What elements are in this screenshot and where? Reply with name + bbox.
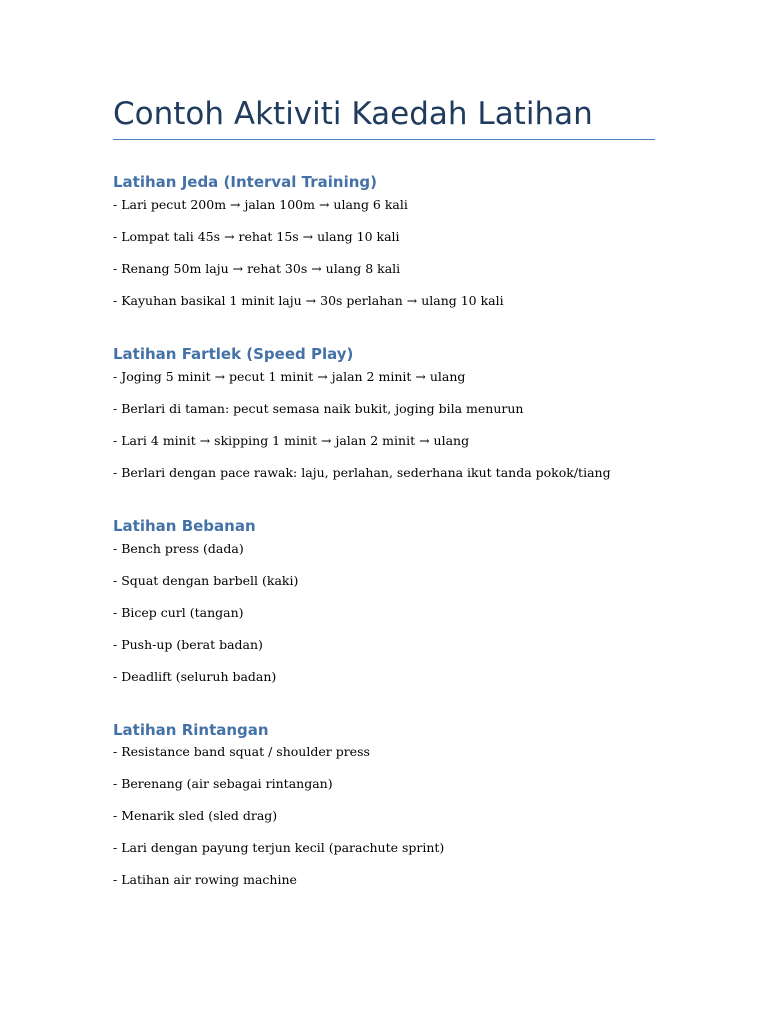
section-heading-interval: Latihan Jeda (Interval Training) (113, 173, 377, 191)
list-item: - Bench press (dada) (113, 541, 244, 556)
list-item: - Latihan air rowing machine (113, 872, 297, 887)
list-item: - Lari dengan payung terjun kecil (parachute sprint) (113, 840, 445, 855)
list-item: - Lari 4 minit → skipping 1 minit → jalan 2 minit → ulang (113, 433, 470, 448)
list-item: - Deadlift (seluruh badan) (113, 669, 277, 684)
list-item: - Berenang (air sebagai rintangan) (113, 776, 333, 791)
list-item: - Menarik sled (sled drag) (113, 808, 278, 823)
list-item: - Resistance band squat / shoulder press (113, 744, 370, 759)
list-item: - Renang 50m laju → rehat 30s → ulang 8 kali (113, 261, 401, 276)
list-item: - Kayuhan basikal 1 minit laju → 30s perlahan → ulang 10 kali (113, 293, 504, 308)
document-title: Contoh Aktiviti Kaedah Latihan (113, 96, 593, 132)
section-heading-rintangan: Latihan Rintangan (113, 721, 269, 739)
list-item: - Berlari dengan pace rawak: laju, perlahan, sederhana ikut tanda pokok/tiang (113, 465, 611, 480)
list-item: - Lompat tali 45s → rehat 15s → ulang 10 kali (113, 229, 400, 244)
list-item: - Joging 5 minit → pecut 1 minit → jalan 2 minit → ulang (113, 369, 466, 384)
section-heading-bebanan: Latihan Bebanan (113, 517, 256, 535)
list-item: - Berlari di taman: pecut semasa naik bukit, joging bila menurun (113, 401, 524, 416)
title-underline (113, 139, 655, 140)
list-item: - Squat dengan barbell (kaki) (113, 573, 299, 588)
list-item: - Push-up (berat badan) (113, 637, 263, 652)
list-item: - Lari pecut 200m → jalan 100m → ulang 6 kali (113, 197, 408, 212)
section-heading-fartlek: Latihan Fartlek (Speed Play) (113, 345, 354, 363)
list-item: - Bicep curl (tangan) (113, 605, 244, 620)
